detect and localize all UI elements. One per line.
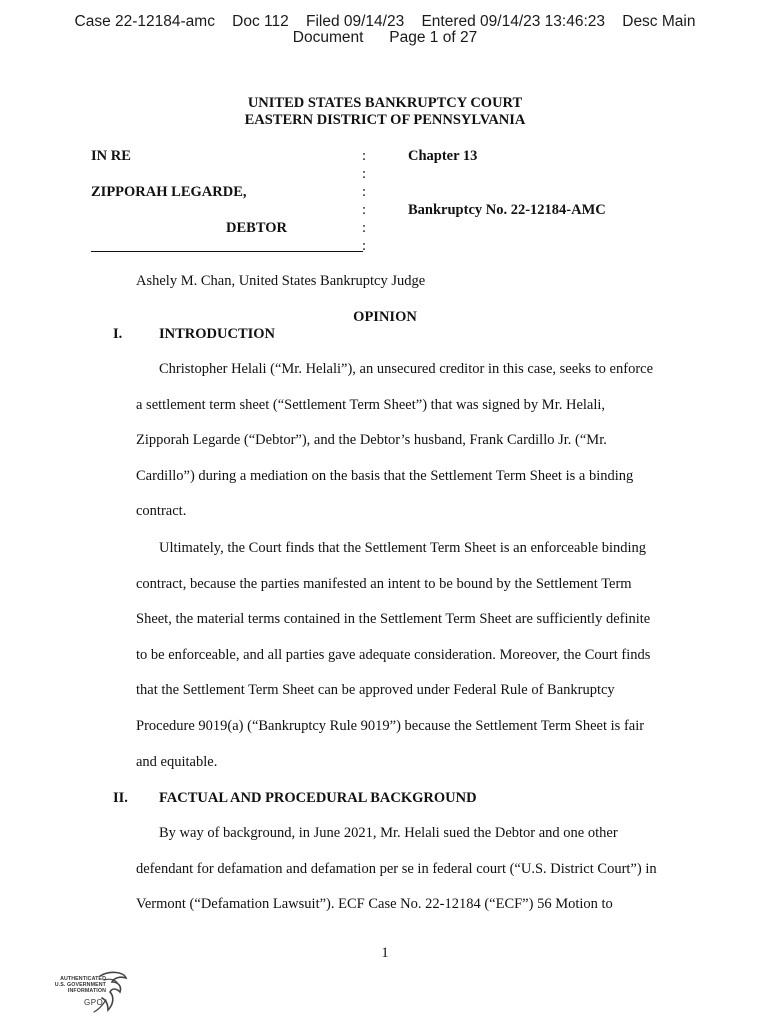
paragraph-line: Christopher Helali (“Mr. Helali”), an unsecured creditor in this case, seeks to enforce bbox=[159, 361, 654, 377]
caption-rule bbox=[91, 251, 363, 252]
judge-line: Ashely M. Chan, United States Bankruptcy Judge bbox=[136, 273, 426, 289]
paragraph-line: Zipporah Legarde (“Debtor”), and the Debtor’s husband, Frank Cardillo Jr. (“Mr. bbox=[136, 432, 607, 449]
section-number: I. bbox=[113, 326, 123, 342]
filing-stamp-line-1: Case 22-12184-amc Doc 112 Filed 09/14/23 Entered 09/14/23 13:46:23 Desc Main bbox=[74, 13, 696, 30]
court-district: EASTERN DISTRICT OF PENNSYLVANIA bbox=[244, 112, 526, 128]
filing-stamp-line-2: Document Page 1 of 27 bbox=[292, 29, 478, 46]
paragraph-line: a settlement term sheet (“Settlement Term Sheet”) that was signed by Mr. Helali, bbox=[136, 396, 606, 413]
paragraph-line: Cardillo”) during a mediation on the basis that the Settlement Term Sheet is a binding bbox=[136, 467, 634, 484]
paragraph-line: Vermont (“Defamation Lawsuit”). ECF Case No. 22-12184 (“ECF”) 56 Motion to bbox=[136, 896, 613, 913]
gpo-authentication-seal bbox=[44, 970, 134, 1018]
paragraph-line: contract. bbox=[136, 503, 187, 520]
caption-role: DEBTOR bbox=[226, 220, 287, 236]
section-heading: FACTUAL AND PROCEDURAL BACKGROUND bbox=[159, 790, 477, 806]
paragraph bbox=[136, 531, 678, 780]
page-number: 1 bbox=[381, 945, 389, 961]
seal-text-line: AUTHENTICATED bbox=[60, 976, 106, 982]
paragraph-line: Procedure 9019(a) (“Bankruptcy Rule 9019”) because the Settlement Term Sheet is fair bbox=[136, 717, 645, 734]
paragraph-line: that the Settlement Term Sheet can be approved under Federal Rule of Bankruptcy bbox=[136, 682, 615, 699]
paragraph bbox=[136, 352, 678, 530]
paragraph-line: Ultimately, the Court finds that the Settlement Term Sheet is an enforceable binding bbox=[159, 540, 647, 556]
caption-party: ZIPPORAH LEGARDE, bbox=[91, 184, 247, 200]
section-number: II. bbox=[113, 790, 128, 806]
caption-case-number: Bankruptcy No. 22-12184-AMC bbox=[408, 202, 606, 218]
seal-mark: GPO bbox=[84, 998, 104, 1007]
seal-text-line: INFORMATION bbox=[67, 988, 106, 994]
paragraph bbox=[136, 816, 678, 923]
caption-colon: : bbox=[362, 220, 367, 236]
paragraph-line: to be enforceable, and all parties gave adequate consideration. Moreover, the Court finds bbox=[136, 646, 651, 663]
caption-colon: : bbox=[362, 166, 367, 182]
caption-colon: : bbox=[362, 148, 367, 164]
paragraph-line: and equitable. bbox=[136, 753, 218, 770]
paragraph-line: By way of background, in June 2021, Mr. Helali sued the Debtor and one other bbox=[159, 825, 618, 841]
paragraph-line: Sheet, the material terms contained in the Settlement Term Sheet are sufficiently definite bbox=[136, 611, 651, 628]
caption-chapter: Chapter 13 bbox=[408, 148, 478, 164]
opinion-title: OPINION bbox=[353, 309, 417, 325]
caption-colon: : bbox=[362, 184, 367, 200]
caption-colon: : bbox=[362, 202, 367, 218]
seal-text-line: U.S. GOVERNMENT bbox=[54, 982, 106, 988]
court-name: UNITED STATES BANKRUPTCY COURT bbox=[247, 95, 523, 111]
paragraph-line: defendant for defamation and defamation per se in federal court (“U.S. District Court”) in bbox=[136, 860, 657, 877]
caption-in-re: IN RE bbox=[91, 148, 131, 164]
caption-colon: : bbox=[362, 238, 367, 254]
gpo-eagle-icon bbox=[92, 970, 128, 1016]
section-heading: INTRODUCTION bbox=[159, 326, 276, 342]
paragraph-line: contract, because the parties manifested an intent to be bound by the Settlement Term bbox=[136, 575, 632, 592]
